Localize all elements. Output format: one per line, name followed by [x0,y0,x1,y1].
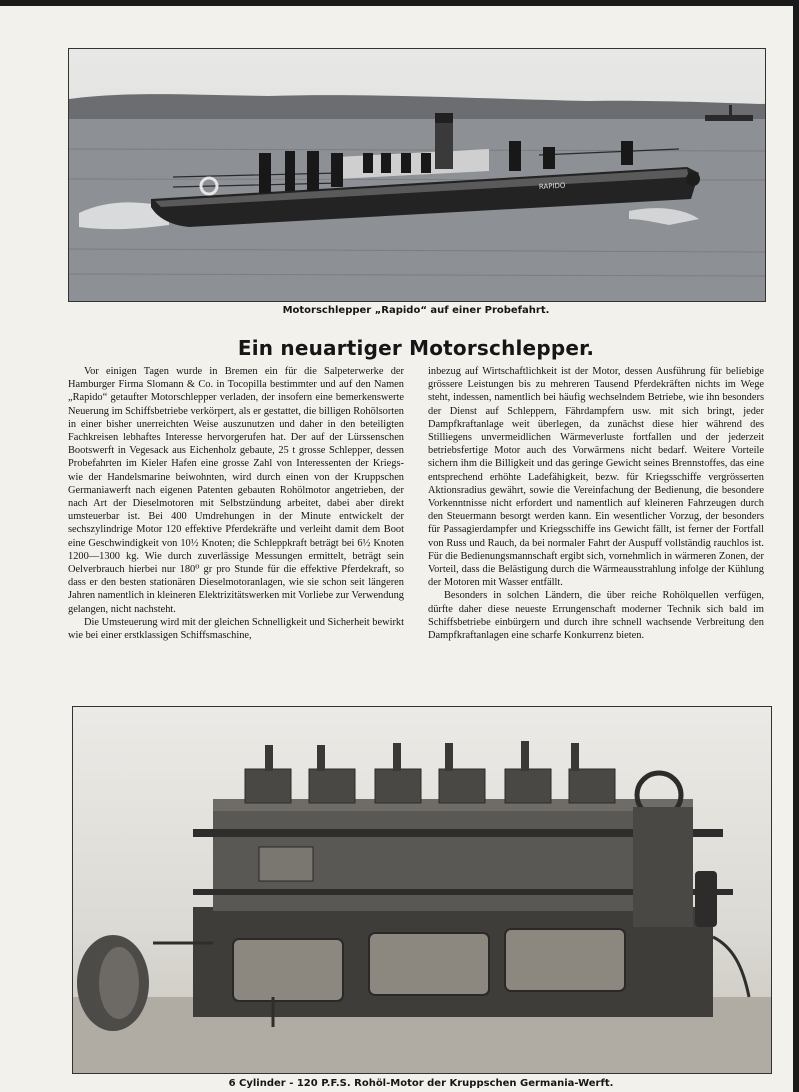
right-paragraph-1: inbezug auf Wirtschaftlichkeit ist der Motor, dessen Ausführung für beliebige grössere Leistungen bis zu mehreren Tausend Pferdekräften nichts im Wege steht, indessen, namentlich bei häufig wechselndem Betriebe, wie ihn besonders der Dienst auf Schleppern, Fährdampfern usw. mit sich bringt, jeder Dampfkraftanlage weit überlegen, da zunächst diese hier während des Stilliegens unvermeidlichen Wärmeverluste fortfallen und der jederzeit betriebsfertige Motor auch des Vorwärmens nicht bedarf. Weitere Vorteile sichern ihm die Billigkeit und das geringe Gewicht seines Brennstoffes, das eine entsprechend erhöhte Ladefähigkeit, bezw. für Kriegsschiffe vergrösserten Aktionsradius gewährt, sowie die Vereinfachung der Bedienung, die besondere Vorkenntnisse nicht erfordert und namentlich auf kleineren Fahrzeugen durch den Steuermann besorgt werden kann. Ein wesentlicher Vorzug, der besonders für Passagierdampfer und Kriegsschiffe ins Gewicht fällt, ist ferner der Fortfall von Russ und Rauch, da bei normaler Fahrt der Auspuff vollständig rauchlos ist. Für die Bedienungsmannschaft ergibt sich, vornehmlich in wärmeren Zonen, der Vorteil, dass die Belästigung durch die Wärmeausstrahlung infolge der Kühlung der Motoren mit Wasser entfällt. [428,366,764,589]
page-edge-top [0,0,799,6]
hull-name-text: RAPIDO [538,181,566,191]
tugboat-photo [68,48,766,302]
bottom-photo-caption: 6 Cylinder - 120 P.F.S. Rohöl-Motor der Kruppschen Germania-Werft. [228,1078,614,1089]
article-right-column [428,365,764,642]
article-title: Ein neuartiger Motorschlepper. [237,336,595,360]
article-left-column [68,365,404,642]
page-edge-right [793,0,799,1092]
top-photo-caption: Motorschlepper „Rapido“ auf einer Probefahrt. [282,305,550,316]
right-paragraph-2: Besonders in solchen Ländern, die über reiche Rohölquellen verfügen, dürfte daher diese neueste Errungenschaft moderner Technik sich bald im Schiffsbetriebe einbürgern und durch ihre schnell wachsende Verbreitung den Dampfkraftanlagen eine scharfe Konkurrenz bieten. [428,590,764,642]
left-paragraph-1: Vor einigen Tagen wurde in Bremen ein für die Salpeterwerke der Hamburger Firma Slomann & Co. in Tocopilla bestimmter und auf den Namen „Rapido“ getaufter Motorschlepper verladen, der insofern eine bemerkenswerte Neuerung im Schiffsbetriebe verkörpert, als er gestattet, die billigen Rohölsorten in einer bisher unerreichten Weise auszunutzen und daher in den beteiligten Fachkreisen lebhaftes Interesse hervorgerufen hat. Der auf der Lürssenschen Bootswerft in Vegesack aus Eichenholz gebaute, 25 t grosse Schlepper, dessen Probefahrten im Kieler Hafen eine grosse Zahl von Interessenten der Kriegs- wie der Handelsmarine beiwohnten, wird durch einen von der Kruppschen Germaniawerft nach eigenen Patenten gebauten Rohölmotor angetrieben, der nach Art der Dieselmotoren mit Selbstzündung arbeitet, dabei aber direkt umsteuerbar ist. Bei 400 Umdrehungen in der Minute entwickelt der sechszylindrige Motor 120 effektive Pferdekräfte und verleiht damit dem Boot eine Geschwindigkeit von 10½ Knoten; die Schleppkraft beträgt bei 6½ Knoten 1200—1300 kg. Wie durch zuverlässige Messungen ermittelt, beträgt sein Oelverbrauch hierbei nur 180⁰ gr pro Stunde für die effektive Pferdekraft, so dass er den besten stationären Dieselmotoranlagen, wie sie schon seit längeren Jahren namentlich in kleineren Elektrizitätswerken mit Vorliebe zur Verwendung gelangen, nicht nachsteht. [68,366,404,615]
engine-photo [72,706,772,1074]
left-paragraph-2: Die Umsteuerung wird mit der gleichen Schnelligkeit und Sicherheit bewirkt wie bei einer erstklassigen Schiffsmaschine, [68,616,405,642]
